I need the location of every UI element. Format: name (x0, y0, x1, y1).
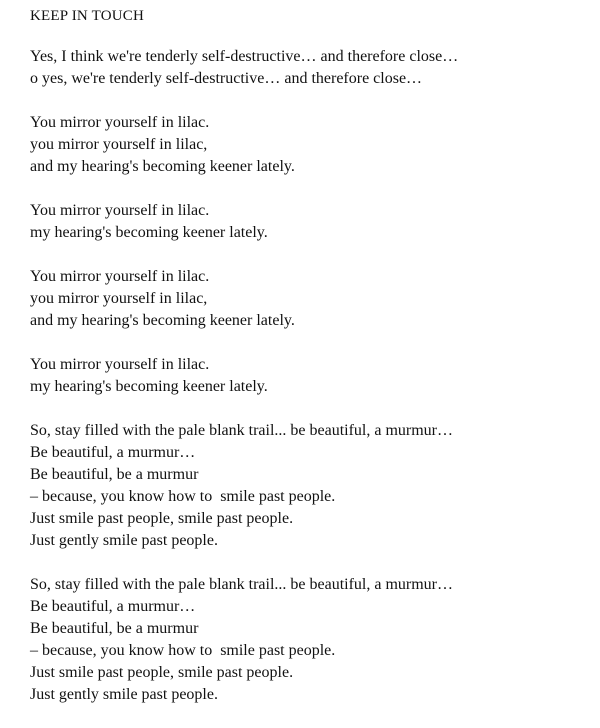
poem-line: o yes, we're tenderly self-destructive… and therefore close… (30, 70, 423, 87)
stanza (30, 420, 590, 552)
poem-line: Be beautiful, be a murmur (30, 620, 199, 637)
poem-line: Be beautiful, be a murmur (30, 466, 199, 483)
poem-line: and my hearing's becoming keener lately. (30, 158, 295, 175)
poem-line: You mirror yourself in lilac. (30, 202, 210, 219)
poem-line: Just smile past people, smile past people. (30, 510, 294, 527)
poem-line: my hearing's becoming keener lately. (30, 378, 268, 395)
poem-line: you mirror yourself in lilac, (30, 290, 208, 307)
poem-line: You mirror yourself in lilac. (30, 114, 210, 131)
poem-line: Be beautiful, a murmur… (30, 598, 196, 615)
poem-line: and my hearing's becoming keener lately. (30, 312, 295, 329)
stanza (30, 266, 590, 332)
poem-line: my hearing's becoming keener lately. (30, 224, 268, 241)
poem-line: You mirror yourself in lilac. (30, 356, 210, 373)
stanza (30, 112, 590, 178)
stanza (30, 46, 590, 90)
poem-line: So, stay filled with the pale blank trail... be beautiful, a murmur… (30, 422, 454, 439)
poem-line: Yes, I think we're tenderly self-destructive… and therefore close… (30, 48, 459, 65)
poem-line: you mirror yourself in lilac, (30, 136, 208, 153)
poem-line: Just gently smile past people. (30, 686, 218, 703)
poem-line: Just smile past people, smile past people. (30, 664, 294, 681)
stanza (30, 354, 590, 398)
poem-line: Just gently smile past people. (30, 532, 218, 549)
poem-line: – because, you know how to smile past people. (30, 642, 336, 659)
poem-page (30, 6, 590, 728)
stanza (30, 574, 590, 706)
poem-line: Be beautiful, a murmur… (30, 444, 196, 461)
poem-title: KEEP IN TOUCH (30, 8, 144, 24)
poem-line: So, stay filled with the pale blank trail... be beautiful, a murmur… (30, 576, 454, 593)
poem-line: You mirror yourself in lilac. (30, 268, 210, 285)
poem-line: – because, you know how to smile past people. (30, 488, 336, 505)
poem-body (30, 46, 590, 706)
stanza (30, 200, 590, 244)
